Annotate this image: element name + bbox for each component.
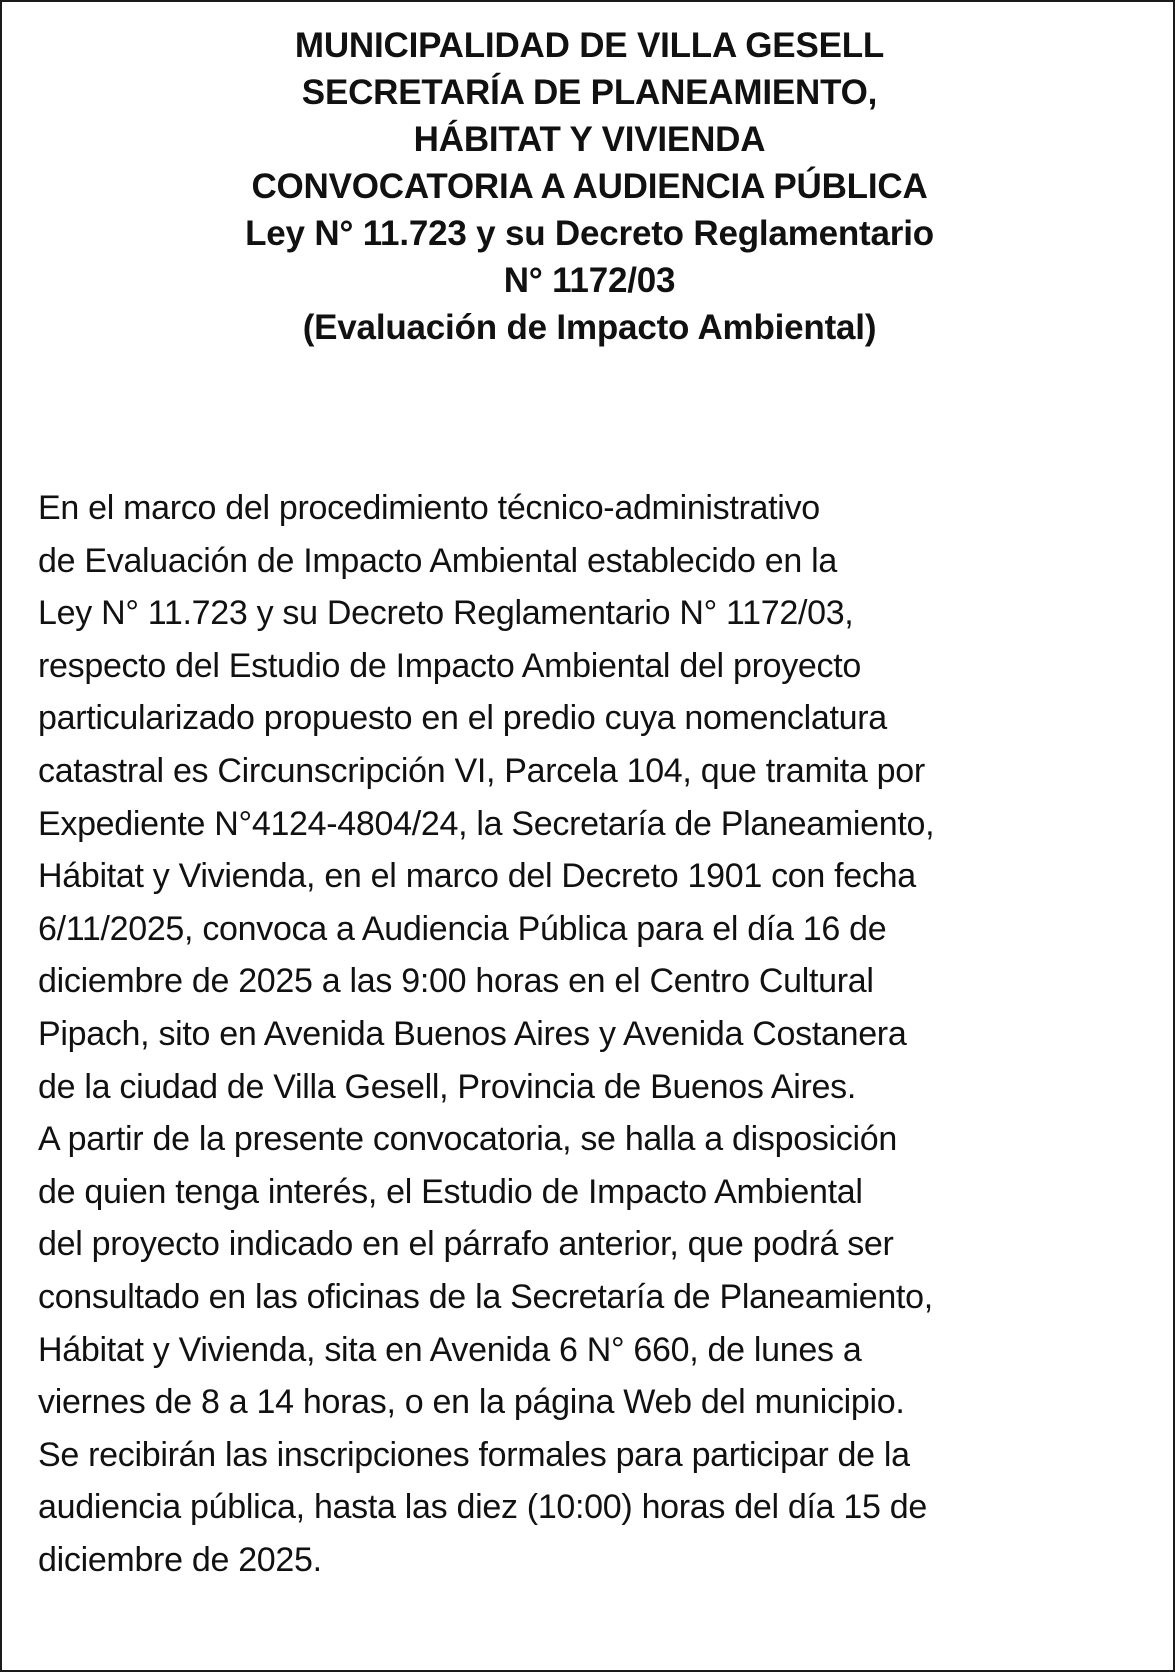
body-line: particularizado propuesto en el predio cuya nomenclatura <box>38 699 887 738</box>
header-secretariat-line-2: HÁBITAT Y VIVIENDA <box>413 120 766 159</box>
body-line: respecto del Estudio de Impacto Ambiental del proyecto <box>38 646 861 685</box>
body-line: A partir de la presente convocatoria, se halla a disposición <box>38 1120 897 1159</box>
body-line: diciembre de 2025 a las 9:00 horas en el Centro Cultural <box>38 962 874 1001</box>
body-line: Pipach, sito en Avenida Buenos Aires y Avenida Costanera <box>38 1014 907 1053</box>
header-municipality: MUNICIPALIDAD DE VILLA GESELL <box>294 26 885 65</box>
body-line: catastral es Circunscripción VI, Parcela 104, que tramita por <box>38 751 925 790</box>
header-subtitle: (Evaluación de Impacto Ambiental) <box>302 308 877 347</box>
body-line: Se recibirán las inscripciones formales para participar de la <box>38 1435 910 1474</box>
body-line: de la ciudad de Villa Gesell, Provincia de Buenos Aires. <box>38 1067 856 1106</box>
body-line: 6/11/2025, convoca a Audiencia Pública para el día 16 de <box>38 909 887 948</box>
header-law-line-2: N° 1172/03 <box>503 261 676 300</box>
body-line: Hábitat y Vivienda, sita en Avenida 6 N° 660, de lunes a <box>38 1330 862 1369</box>
body-line: del proyecto indicado en el párrafo anterior, que podrá ser <box>38 1225 894 1264</box>
header-law-line-1: Ley N° 11.723 y su Decreto Reglamentario <box>245 214 934 253</box>
body-line: Ley N° 11.723 y su Decreto Reglamentario N° 1172/03, <box>38 594 854 633</box>
body-line: de quien tenga interés, el Estudio de Impacto Ambiental <box>38 1172 863 1211</box>
body-line: Hábitat y Vivienda, en el marco del Decreto 1901 con fecha <box>38 857 916 896</box>
body-line: diciembre de 2025. <box>38 1540 322 1579</box>
body-line: Expediente N°4124-4804/24, la Secretaría de Planeamiento, <box>38 804 935 843</box>
notice-header <box>2 22 1175 351</box>
body-line: viernes de 8 a 14 horas, o en la página Web del municipio. <box>38 1383 905 1422</box>
body-line: En el marco del procedimiento técnico-administrativo <box>38 489 820 527</box>
body-line: audiencia pública, hasta las diez (10:00) horas del día 15 de <box>38 1488 927 1527</box>
notice-body <box>38 482 1148 1586</box>
body-line: de Evaluación de Impacto Ambiental establecido en la <box>38 541 838 580</box>
header-title: CONVOCATORIA A AUDIENCIA PÚBLICA <box>251 167 928 206</box>
header-secretariat-line-1: SECRETARÍA DE PLANEAMIENTO, <box>301 73 878 112</box>
body-line: consultado en las oficinas de la Secretaría de Planeamiento, <box>38 1277 933 1316</box>
